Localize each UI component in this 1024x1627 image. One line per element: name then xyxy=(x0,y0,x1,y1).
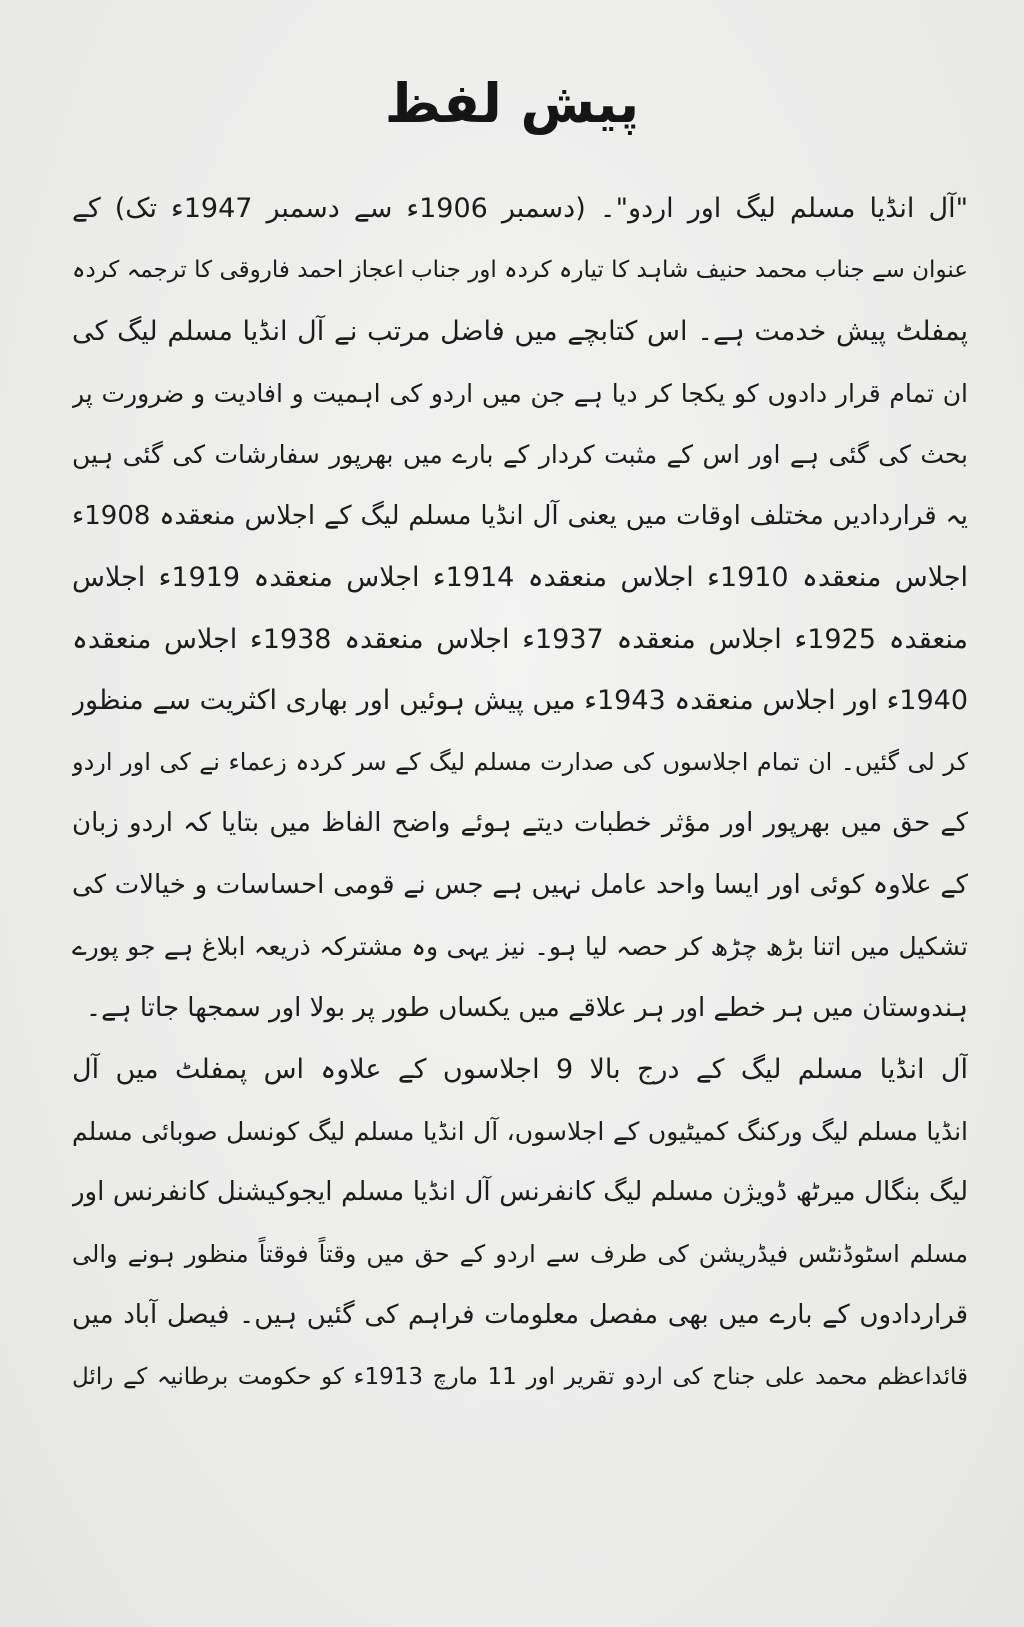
text-line: ان تمام قرار دادوں کو یکجا کر دیا ہے جن میں اردو کی اہمیت و افادیت و ضرورت پر xyxy=(72,378,968,408)
text-line: یہ قراردادیں مختلف اوقات میں یعنی آل انڈیا مسلم لیگ کے اجلاس منعقدہ 1908ء xyxy=(72,500,968,531)
text-line: اجلاس منعقدہ 1910ء اجلاس منعقدہ 1914ء اجلاس منعقدہ 1919ء اجلاس xyxy=(72,562,968,593)
text-line: قائداعظم محمد علی جناح کی اردو تقریر اور 11 مارچ 1913ء کو حکومت برطانیہ کے رائل xyxy=(72,1363,968,1390)
text-line: پمفلٹ پیش خدمت ہے۔ اس کتابچے میں فاضل مرتب نے آل انڈیا مسلم لیگ کی xyxy=(72,316,968,347)
text-line: تشکیل میں اتنا بڑھ چڑھ کر حصہ لیا ہو۔ نیز یہی وہ مشترکہ ذریعہ ابلاغ ہے جو پورے xyxy=(72,932,968,961)
text-line: قراردادوں کے بارے میں بھی مفصل معلومات فراہم کی گئیں ہیں۔ فیصل آباد میں xyxy=(72,1300,968,1330)
text-line: کر لی گئیں۔ ان تمام اجلاسوں کی صدارت مسلم لیگ کے سر کردہ زعماء نے کی اور اردو xyxy=(72,747,968,776)
text-line: آل انڈیا مسلم لیگ کے درج بالا 9 اجلاسوں کے علاوہ اس پمفلٹ میں آل xyxy=(72,1054,968,1085)
text-line: ہندوستان میں ہر خطے اور ہر علاقے میں یکساں طور پر بولا اور سمجھا جاتا ہے۔ xyxy=(85,992,968,1023)
text-line: عنوان سے جناب محمد حنیف شاہد کا تیارہ کردہ اور جناب اعجاز احمد فاروقی کا ترجمہ کردہ xyxy=(72,256,968,283)
text-line: بحث کی گئی ہے اور اس کے مثبت کردار کے بارے میں بھرپور سفارشات کی گئی ہیں xyxy=(72,440,968,469)
text-line: مسلم اسٹوڈنٹس فیڈریشن کی طرف سے اردو کے حق میں وقتاً فوقتاً منظور ہونے والی xyxy=(72,1239,968,1268)
text-line: 1940ء اور اجلاس منعقدہ 1943ء میں پیش ہوئیں اور بھاری اکثریت سے منظور xyxy=(72,685,968,716)
text-line: انڈیا مسلم لیگ ورکنگ کمیٹیوں کے اجلاسوں، آل انڈیا مسلم لیگ کونسل صوبائی مسلم xyxy=(72,1116,968,1146)
text-line: کے علاوہ کوئی اور ایسا واحد عامل نہیں ہے جس نے قومی احساسات و خیالات کی xyxy=(72,869,968,900)
body-text xyxy=(72,178,968,1408)
text-line: منعقدہ 1925ء اجلاس منعقدہ 1937ء اجلاس منعقدہ 1938ء اجلاس منعقدہ xyxy=(72,623,968,655)
text-line: "آل انڈیا مسلم لیگ اور اردو"۔ (دسمبر 1906ء سے دسمبر 1947ء تک) کے xyxy=(72,193,968,224)
text-line: لیگ بنگال میرٹھ ڈویژن مسلم لیگ کانفرنس آل انڈیا مسلم ایجوکیشنل کانفرنس اور xyxy=(72,1177,968,1207)
text-line: کے حق میں بھرپور اور مؤثر خطبات دیتے ہوئے واضح الفاظ میں بتایا کہ اردو زبان xyxy=(72,808,968,838)
page-title: پیش لفظ xyxy=(384,72,640,136)
